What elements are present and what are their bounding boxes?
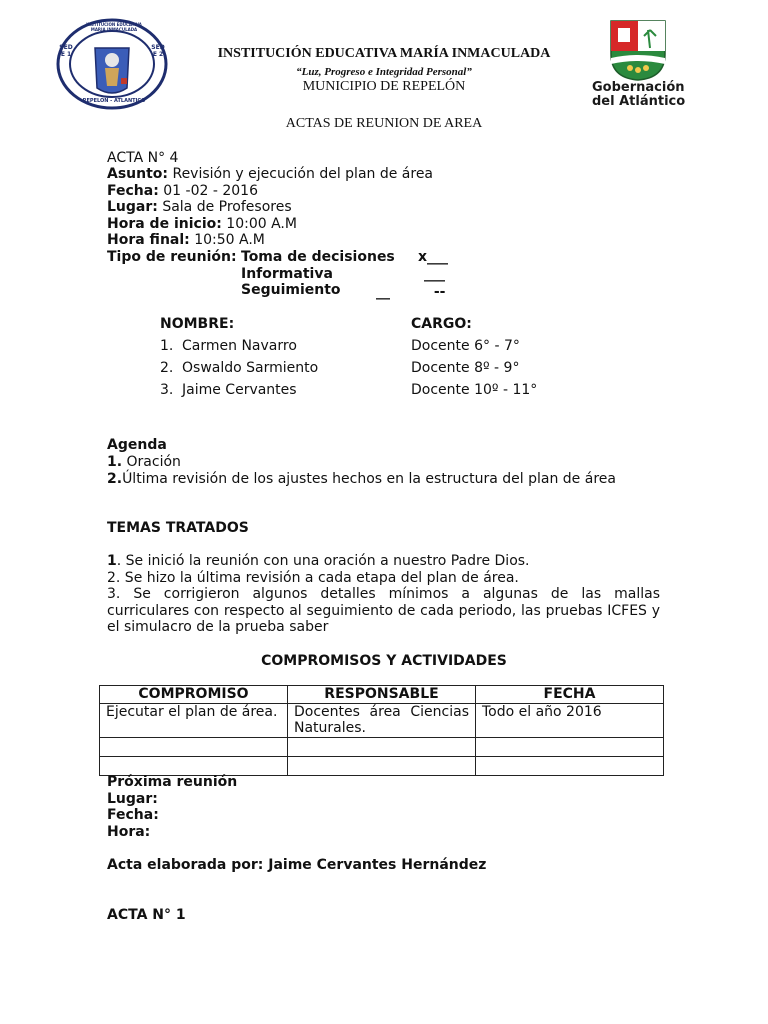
table-cell: Ejecutar el plan de área. [100,704,288,738]
attendee-number: 3. [160,382,174,398]
table-row [100,738,664,757]
temas-title: TEMAS TRATADOS [107,520,249,536]
agenda-title: Agenda [107,437,167,453]
attendee-role: Docente 8º - 9° [411,360,520,376]
table-cell [288,757,476,776]
col-header-responsable: RESPONSABLE [288,686,476,704]
tipo-option: Toma de decisiones [241,249,395,265]
acta-elaborada: Acta elaborada por: Jaime Cervantes Hernández [107,857,487,873]
next-acta-number: ACTA N° 1 [107,907,186,923]
seal-bottom-text: REPELON - ATLANTICO [82,98,146,104]
compromisos-table [99,685,664,776]
table-row [100,704,664,738]
tipo-option: Seguimiento [241,282,341,298]
tema-item: 2. Se hizo la última revisión a cada etapa del plan de área. [107,570,519,586]
proxima-title: Próxima reunión [107,774,238,790]
tipo-mark: ___ [424,266,445,282]
tipo-mark: __ -- [376,284,446,300]
municipality: MUNICIPIO DE REPELÓN [302,79,466,94]
table-cell: Docentes área Ciencias Naturales. [288,704,476,738]
institution-motto: “Luz, Progreso e Integridad Personal” [296,66,472,78]
attendee-name: Carmen Navarro [182,338,297,354]
attendee-role: Docente 6° - 7° [411,338,520,354]
role-header: CARGO: [411,316,472,332]
attendee-role: Docente 10º - 11° [411,382,538,398]
attendee-number: 2. [160,360,174,376]
attendee-name: Jaime Cervantes [182,382,297,398]
agenda-item: 2.Última revisión de los ajustes hechos en la estructura del plan de área [107,471,616,487]
agenda-item: 1. Oración [107,454,181,470]
col-header-fecha: FECHA [476,686,664,704]
document-title: ACTAS DE REUNION DE AREA [285,116,483,131]
hora-final-line: Hora final: 10:50 A.M [107,232,265,248]
gobernacion-logo [608,18,668,82]
table-cell [100,738,288,757]
name-header: NOMBRE: [160,316,235,332]
table-cell [100,757,288,776]
tema-item: 1. Se inició la reunión con una oración a nuestro Padre Dios. [107,553,530,569]
table-cell [288,738,476,757]
tipo-mark: x___ [418,249,449,265]
col-header-compromiso: COMPROMISO [100,686,288,704]
seal-top-text: INSTITUCION EDUCATIVA MARIA INMACULADA [86,22,142,32]
tema-item: 3. Se corrigieron algunos detalles mínimos a algunas de las mallas curriculares con respecto al seguimiento de cada periodo, las pruebas ICFES y el simulacro de la prueba saber [107,586,660,635]
proxima-fecha: Fecha: [107,807,159,823]
proxima-hora: Hora: [107,824,151,840]
hora-inicio-line: Hora de inicio: 10:00 A.M [107,216,297,232]
lugar-line: Lugar: Sala de Profesores [107,199,292,215]
seal-right-text: SEDE 2 [151,44,165,58]
gobernacion-line2: del Atlántico [592,94,686,109]
attendee-number: 1. [160,338,174,354]
table-cell: Todo el año 2016 [476,704,664,738]
compromisos-title: COMPROMISOS Y ACTIVIDADES [261,653,507,669]
seal-left-text: SEDE 1 [59,44,73,58]
table-row [100,757,664,776]
table-cell [476,757,664,776]
acta-number: ACTA N° 4 [107,150,179,166]
tipo-reunion-label: Tipo de reunión: [107,249,237,265]
institution-name: INSTITUCIÓN EDUCATIVA MARÍA INMACULADA [217,46,551,61]
attendee-name: Oswaldo Sarmiento [182,360,319,376]
proxima-lugar: Lugar: [107,791,158,807]
tipo-option: Informativa [241,266,333,282]
asunto-line: Asunto: Revisión y ejecución del plan de área [107,166,434,182]
gobernacion-line1: Gobernación [592,80,685,95]
fecha-line: Fecha: 01 -02 - 2016 [107,183,258,199]
table-cell [476,738,664,757]
